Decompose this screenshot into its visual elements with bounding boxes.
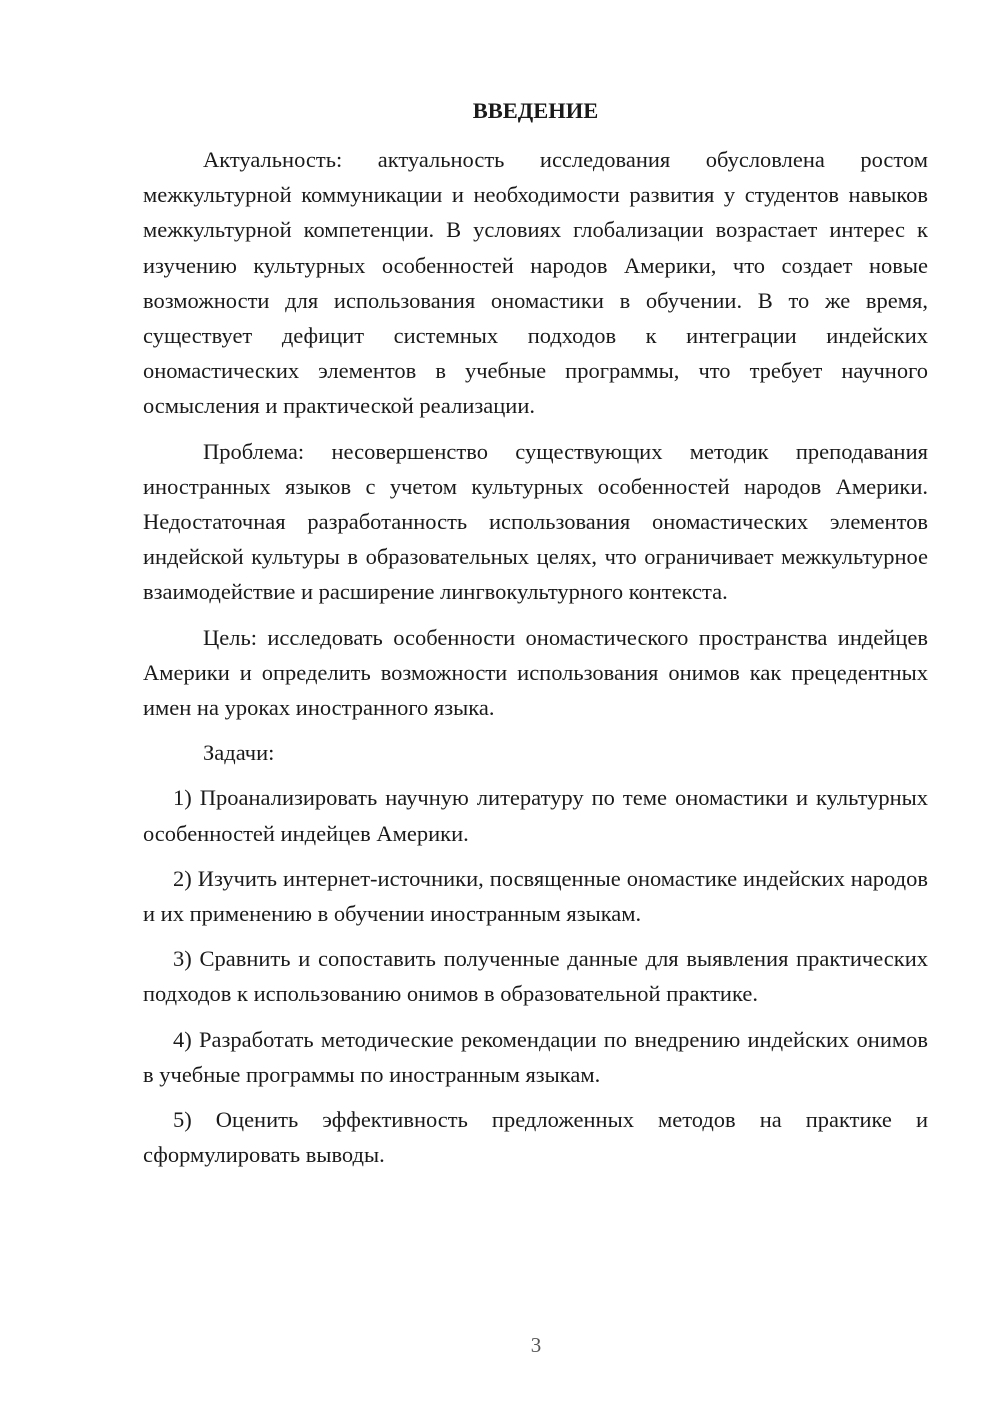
paragraph-goal: Цель: исследовать особенности ономастического пространства индейцев Америки и определить возможности использования онимов как прецедентных имен на уроках иностранного языка. [143, 624, 928, 721]
task-item: 3) Сравнить и сопоставить полученные данные для выявления практических подходов к использованию онимов в образовательной практике. [143, 946, 928, 1007]
paragraph-problem: Проблема: несовершенство существующих методик преподавания иностранных языков с учетом культурных особенностей народов Америки. Недостаточная разработанность использования ономастических элементов индейской культуры в образовательных целях, что ограничивает межкультурное взаимодействие и расширение лингвокультурного контекста. [143, 438, 928, 605]
task-item: 1) Проанализировать научную литературу по теме ономастики и культурных особенностей индейцев Америки. [143, 785, 928, 846]
task-item: 2) Изучить интернет-источники, посвященные ономастике индейских народов и их применению в обучении иностранным языкам. [143, 865, 928, 927]
page-content [143, 93, 928, 1182]
section-title: ВВЕДЕНИЕ [472, 98, 599, 123]
page-number: 3 [530, 1333, 542, 1357]
paragraph-relevance: Актуальность: актуальность исследования обусловлена ростом межкультурной коммуникации и необходимости развития у студентов навыков межкультурной компетенции. В условиях глобализации возрастает интерес к изучению культурных особенностей народов Америки, что создает новые возможности для использования ономастики в обучении. В то же время, существует дефицит системных подходов к интеграции индейских ономастических элементов в учебные программы, что требует научного осмысления и практической реализации. [143, 147, 928, 419]
task-item: 5) Оценить эффективность предложенных методов на практике и сформулировать выводы. [143, 1107, 928, 1168]
task-item: 4) Разработать методические рекомендации по внедрению индейских онимов в учебные программы по иностранным языкам. [143, 1026, 928, 1087]
tasks-label: Задачи: [203, 740, 275, 766]
